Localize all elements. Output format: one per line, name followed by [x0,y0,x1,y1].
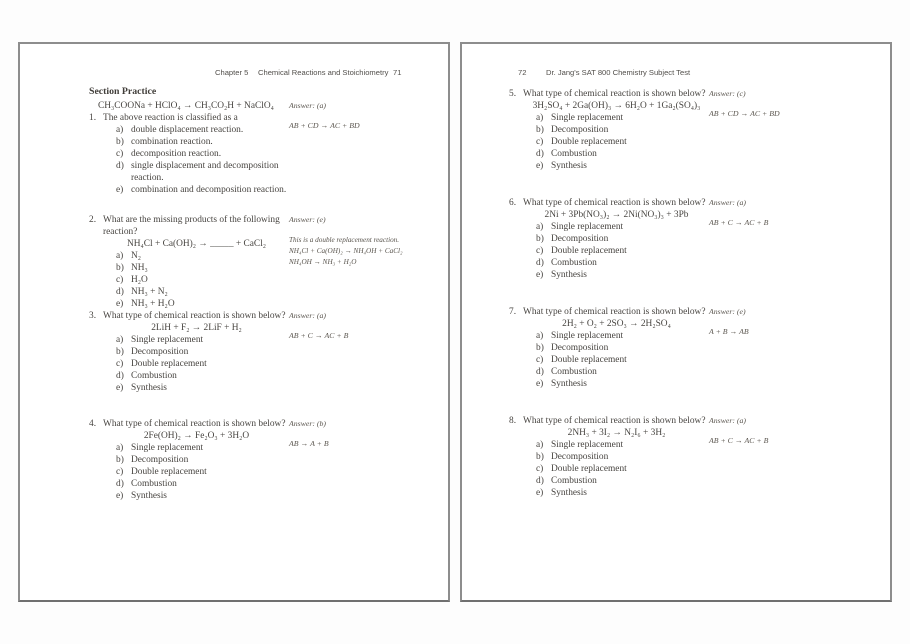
option-text: combination and decomposition reaction. [131,185,287,195]
option-text: Double replacement [551,464,627,474]
chemical-equation: NH₄Cl + Ca(OH)₂ → _____ + CaCl₂ [126,239,267,249]
chemical-equation: 2LiH + F₂ → 2LiF + H₂ [151,323,242,333]
option-row [116,334,291,346]
answer-column [709,416,857,446]
answer-label: Answer: (a) [289,101,327,110]
option-letter: e) [536,270,544,280]
chemical-equation: 2H₂ + O₂ + 2SO₃ → 2H₂SO₄ [562,319,671,329]
answer-column [289,215,437,268]
option-letter: b) [116,137,124,147]
answer-formula: AB + CD → AC + BD [709,109,780,118]
answer-formula: AB + C → AC + B [289,331,349,340]
option-text: Single replacement [131,335,204,345]
option-text: Combustion [551,367,597,377]
option-text: Combustion [551,476,597,486]
option-letter: d) [536,149,544,159]
section-title: Section Practice [89,86,157,97]
option-text: Combustion [131,479,177,489]
option-row [116,184,291,196]
option-row [536,378,711,390]
option-row [116,454,291,466]
option-text: Decomposition [131,455,189,465]
option-letter: b) [116,263,124,273]
option-letter: c) [536,246,544,256]
answer-column [709,307,857,337]
option-letter: a) [116,251,124,261]
option-text: Single replacement [551,113,624,123]
option-letter: a) [116,335,124,345]
option-letter: d) [536,367,544,377]
answer-label: Answer: (a) [289,311,327,320]
option-text: Single replacement [551,440,624,450]
option-row [536,330,711,342]
option-letter: b) [116,347,124,357]
option-row [536,475,711,487]
option-row [116,442,291,454]
option-text: Decomposition [551,234,609,244]
option-letter: c) [116,359,124,369]
answer-column [709,198,857,228]
answer-formula: AB + CD → AC + BD [289,121,360,130]
option-row [116,274,291,286]
option-letter: a) [536,113,544,123]
chemical-equation: CH₃COONa + HClO₄ → CH₃CO₂H + NaClO₄ [98,101,274,111]
option-row [116,466,291,478]
option-row [536,366,711,378]
option-text: Combustion [551,258,597,268]
answer-label: Answer: (c) [709,89,746,98]
answer-label: Answer: (e) [709,307,746,316]
question-block-6 [509,197,859,281]
option-letter: a) [536,331,544,341]
chemical-equation: 2NH₃ + 3I₂ → N₂I₆ + 3H₂ [567,428,666,438]
option-row [536,257,711,269]
option-row [116,382,291,394]
option-text: Double replacement [551,137,627,147]
option-letter: a) [536,222,544,232]
question-block-5 [509,88,859,172]
option-text: Decomposition [551,452,609,462]
question-block-4 [89,418,439,502]
question-text: What type of chemical reaction is shown below? [523,89,706,99]
option-letter: c) [116,467,124,477]
option-text: N₂ [131,251,142,261]
option-text: NH₃ [131,263,148,273]
option-row [116,160,291,184]
question-text: The above reaction is classified as a [103,113,238,123]
answer-label: Answer: (a) [709,416,747,425]
option-text: Single replacement [551,222,624,232]
option-text: Decomposition [551,125,609,135]
option-row [116,370,291,382]
question-text: What type of chemical reaction is shown below? [523,198,706,208]
option-text: combination reaction. [131,137,213,147]
option-letter: b) [536,343,544,353]
option-letter: a) [116,443,124,453]
question-number: 7. [509,307,517,317]
question-block-7 [509,306,859,390]
question-number: 5. [509,89,517,99]
option-text: Single replacement [131,443,204,453]
option-row [536,354,711,366]
answer-formula: AB + C → AC + B [709,436,769,445]
option-letter: e) [116,299,124,309]
answer-label: Answer: (e) [289,215,326,224]
answer-column [289,419,437,449]
option-letter: c) [116,149,124,159]
question-number: 8. [509,416,517,426]
option-letter: d) [536,476,544,486]
question-number: 2. [89,215,97,225]
option-letter: d) [116,479,124,489]
chapter-label: Chapter 5 [215,68,249,77]
option-text: Decomposition [131,347,189,357]
option-row [116,124,291,136]
option-row [536,487,711,499]
option-letter: d) [116,161,124,171]
page-header [462,68,890,78]
option-text: Synthesis [551,379,587,389]
option-text: NH₃ + N₂ [131,287,168,297]
question-number: 1. [89,113,97,123]
option-letter: d) [116,287,124,297]
chemical-equation: 3H₂SO₄ + 2Ga(OH)₃ → 6H₂O + 1Ga₂(SO₄)₃ [532,101,701,111]
option-letter: b) [116,455,124,465]
option-letter: c) [536,464,544,474]
option-row [116,346,291,358]
option-text: decomposition reaction. [131,149,222,159]
option-row [536,463,711,475]
option-row [116,358,291,370]
option-row [536,124,711,136]
answer-column [709,89,857,119]
question-text: What type of chemical reaction is shown below? [523,307,706,317]
explanation-line: NH₄Cl + Ca(OH)₂ → NH₄OH + CaCl₂ [289,247,403,255]
question-text: What type of chemical reaction is shown below? [103,311,286,321]
question-block-3 [89,310,439,394]
option-letter: e) [116,185,124,195]
option-letter: d) [536,258,544,268]
option-row [536,221,711,233]
question-block-8 [509,415,859,499]
chemical-equation: 2Ni + 3Pb(NO₃)₂ → 2Ni(NO₃)₃ + 3Pb [544,210,689,220]
option-letter: c) [116,275,124,285]
option-row [116,148,291,160]
explanation-line: NH₄OH → NH₃ + H₂O [289,258,357,266]
option-row [536,451,711,463]
answer-column [289,311,437,341]
page-number: 71 [393,68,402,77]
answer-column [289,101,437,131]
question-number: 4. [89,419,97,429]
option-text: Synthesis [131,491,167,501]
option-text: single displacement and decomposition reaction. [131,161,279,183]
option-row [536,342,711,354]
option-text: NH₃ + H₂O [131,299,175,309]
question-block-2 [89,214,439,310]
option-row [536,269,711,281]
page-right [460,42,892,602]
chapter-title: Chemical Reactions and Stoichiometry [258,68,389,77]
option-text: H₂O [131,275,148,285]
page-left [18,42,450,602]
answer-formula: AB → A + B [289,439,329,448]
option-text: Double replacement [131,467,207,477]
question-text: What are the missing products of the following reaction? [103,215,280,237]
option-row [536,233,711,245]
answer-formula: A + B → AB [709,327,749,336]
option-letter: b) [536,125,544,135]
option-letter: a) [116,125,124,135]
question-block-1 [89,100,439,196]
option-text: Synthesis [131,383,167,393]
option-text: double displacement reaction. [131,125,244,135]
option-letter: c) [536,137,544,147]
option-row [116,262,291,274]
option-letter: b) [536,452,544,462]
option-letter: e) [116,491,124,501]
option-text: Double replacement [131,359,207,369]
question-number: 6. [509,198,517,208]
option-letter: e) [536,488,544,498]
option-letter: a) [536,440,544,450]
book-title: Dr. Jang's SAT 800 Chemistry Subject Test [546,68,691,77]
answer-label: Answer: (b) [289,419,327,428]
answer-formula: AB + C → AC + B [709,218,769,227]
option-text: Double replacement [551,246,627,256]
option-text: Synthesis [551,488,587,498]
option-row [116,136,291,148]
option-letter: c) [536,355,544,365]
question-text: What type of chemical reaction is shown below? [523,416,706,426]
option-row [536,439,711,451]
option-text: Single replacement [551,331,624,341]
option-row [116,478,291,490]
option-row [116,298,291,310]
question-number: 3. [89,311,97,321]
option-letter: e) [536,379,544,389]
option-text: Combustion [551,149,597,159]
explanation-line: This is a double replacement reaction. [289,236,400,244]
option-letter: b) [536,234,544,244]
option-row [116,286,291,298]
option-row [116,250,291,262]
option-text: Decomposition [551,343,609,353]
chemical-equation: 2Fe(OH)₂ → Fe₂O₃ + 3H₂O [143,431,250,441]
option-text: Synthesis [551,270,587,280]
option-row [116,490,291,502]
option-letter: e) [536,161,544,171]
option-text: Double replacement [551,355,627,365]
option-text: Combustion [131,371,177,381]
answer-label: Answer: (a) [709,198,747,207]
option-row [536,136,711,148]
option-row [536,148,711,160]
option-letter: e) [116,383,124,393]
option-letter: d) [116,371,124,381]
page-header [20,68,448,78]
option-text: Synthesis [551,161,587,171]
question-text: What type of chemical reaction is shown below? [103,419,286,429]
page-number: 72 [518,68,527,77]
option-row [536,112,711,124]
option-row [536,160,711,172]
option-row [536,245,711,257]
